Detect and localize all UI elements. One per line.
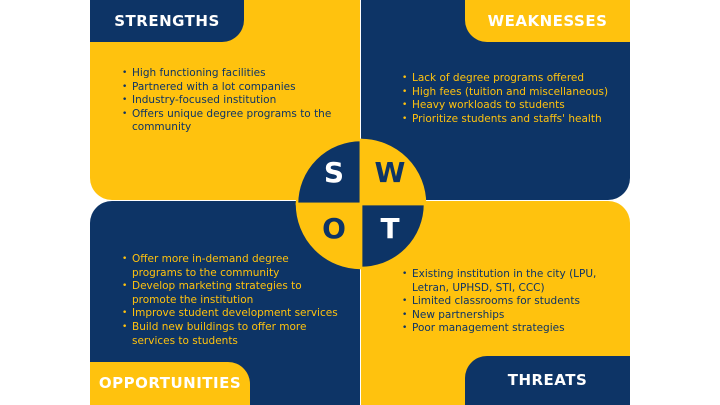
- list-item: • Industry-focused institution: [122, 94, 342, 108]
- strengths-list: [122, 67, 342, 135]
- list-item: • Limited classrooms for students: [402, 295, 620, 309]
- list-item: • Offer more in-demand degree programs to the community: [122, 253, 340, 280]
- letter-t: T: [380, 212, 400, 245]
- list-item: • Prioritize students and staffs' health: [402, 113, 620, 127]
- swot-center-circle: [294, 137, 428, 271]
- list-item: • High functioning facilities: [122, 67, 342, 81]
- list-item: • New partnerships: [402, 309, 620, 323]
- list-item: • Build new buildings to offer more services to students: [122, 321, 340, 348]
- list-item: • Develop marketing strategies to promote the institution: [122, 280, 340, 307]
- list-item: • Poor management strategies: [402, 322, 620, 336]
- letter-w: W: [374, 156, 406, 189]
- list-item: • Improve student development services: [122, 307, 340, 321]
- weaknesses-title: WEAKNESSES: [465, 0, 630, 42]
- opportunities-title: OPPORTUNITIES: [90, 362, 250, 405]
- letter-o: O: [322, 212, 346, 245]
- strengths-title: STRENGTHS: [90, 0, 244, 42]
- list-item: • Heavy workloads to students: [402, 99, 620, 113]
- threats-title: THREATS: [465, 356, 630, 405]
- list-item: • Partnered with a lot companies: [122, 81, 342, 95]
- letter-s: S: [323, 156, 345, 189]
- list-item: • Offers unique degree programs to the community: [122, 108, 342, 135]
- threats-list: [402, 268, 620, 336]
- weaknesses-list: [402, 72, 620, 126]
- list-item: • Lack of degree programs offered: [402, 72, 620, 86]
- list-item: • Existing institution in the city (LPU, Letran, UPHSD, STI, CCC): [402, 268, 620, 295]
- list-item: • High fees (tuition and miscellaneous): [402, 86, 620, 100]
